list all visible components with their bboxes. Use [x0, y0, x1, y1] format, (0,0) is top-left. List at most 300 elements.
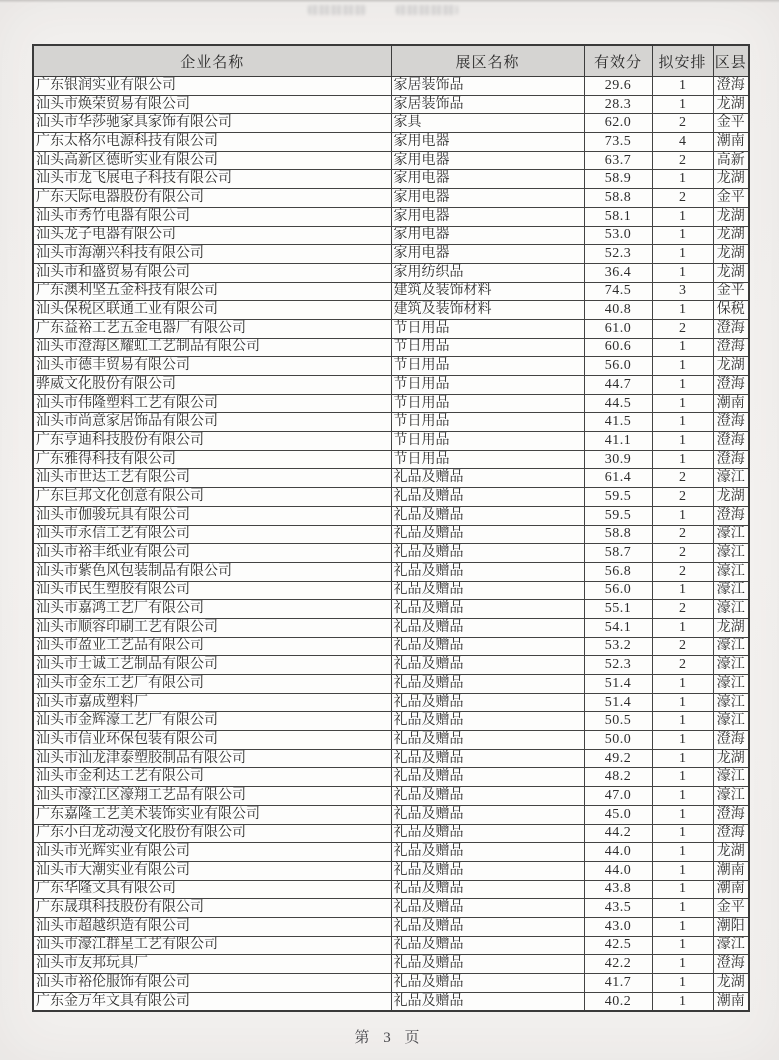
cell-company-name: 汕头市金辉濠工艺厂有限公司 [33, 712, 391, 731]
cell-planned-booths: 2 [652, 525, 713, 544]
ink-bleed-artifact [308, 5, 366, 15]
cell-planned-booths: 1 [652, 170, 713, 189]
cell-zone-name: 节日用品 [391, 450, 584, 469]
cell-planned-booths: 1 [652, 805, 713, 824]
table-row [33, 618, 749, 637]
cell-district: 濠江 [713, 936, 749, 955]
cell-planned-booths: 2 [652, 469, 713, 488]
cell-company-name: 汕头市濠江群星工艺有限公司 [33, 936, 391, 955]
cell-valid-score: 62.0 [584, 114, 652, 133]
cell-company-name: 广东巨邦文化创意有限公司 [33, 488, 391, 507]
table-row [33, 675, 749, 694]
cell-district: 濠江 [713, 637, 749, 656]
cell-company-name: 汕头市德丰贸易有限公司 [33, 357, 391, 376]
cell-planned-booths: 1 [652, 301, 713, 320]
cell-company-name: 汕头市士诚工艺制品有限公司 [33, 656, 391, 675]
cell-planned-booths: 1 [652, 880, 713, 899]
table-row [33, 917, 749, 936]
table-row [33, 413, 749, 432]
table-row [33, 506, 749, 525]
cell-planned-booths: 1 [652, 263, 713, 282]
cell-planned-booths: 1 [652, 731, 713, 750]
cell-planned-booths: 1 [652, 357, 713, 376]
cell-district: 濠江 [713, 562, 749, 581]
cell-district: 龙湖 [713, 207, 749, 226]
cell-valid-score: 45.0 [584, 805, 652, 824]
cell-zone-name: 礼品及赠品 [391, 805, 584, 824]
ink-bleed-artifact [396, 5, 458, 15]
table-row [33, 805, 749, 824]
cell-district: 潮南 [713, 133, 749, 152]
cell-valid-score: 51.4 [584, 693, 652, 712]
cell-zone-name: 家用电器 [391, 151, 584, 170]
cell-company-name: 汕头市民生塑胶有限公司 [33, 581, 391, 600]
cell-company-name: 汕头市永信工艺有限公司 [33, 525, 391, 544]
cell-valid-score: 61.0 [584, 319, 652, 338]
cell-zone-name: 家用电器 [391, 170, 584, 189]
cell-district: 澄海 [713, 805, 749, 824]
cell-valid-score: 54.1 [584, 618, 652, 637]
cell-company-name: 广东晟琪科技股份有限公司 [33, 899, 391, 918]
cell-valid-score: 53.0 [584, 226, 652, 245]
cell-planned-booths: 1 [652, 77, 713, 96]
table-row [33, 562, 749, 581]
cell-planned-booths: 2 [652, 189, 713, 208]
cell-company-name: 广东益裕工艺五金电器厂有限公司 [33, 319, 391, 338]
cell-planned-booths: 1 [652, 712, 713, 731]
cell-company-name: 汕头市友邦玩具厂 [33, 955, 391, 974]
cell-district: 澄海 [713, 506, 749, 525]
table-row [33, 450, 749, 469]
cell-district: 龙湖 [713, 618, 749, 637]
cell-planned-booths: 1 [652, 917, 713, 936]
cell-company-name: 汕头市裕丰纸业有限公司 [33, 544, 391, 563]
cell-valid-score: 43.8 [584, 880, 652, 899]
cell-valid-score: 41.5 [584, 413, 652, 432]
cell-valid-score: 43.0 [584, 917, 652, 936]
cell-company-name: 汕头市龙飞展电子科技有限公司 [33, 170, 391, 189]
cell-valid-score: 42.5 [584, 936, 652, 955]
cell-zone-name: 家用电器 [391, 189, 584, 208]
cell-planned-booths: 1 [652, 768, 713, 787]
cell-district: 澄海 [713, 376, 749, 395]
cell-zone-name: 礼品及赠品 [391, 506, 584, 525]
cell-zone-name: 礼品及赠品 [391, 843, 584, 862]
table-row [33, 301, 749, 320]
cell-planned-booths: 1 [652, 749, 713, 768]
cell-valid-score: 28.3 [584, 95, 652, 114]
cell-planned-booths: 1 [652, 506, 713, 525]
table-row [33, 581, 749, 600]
cell-valid-score: 41.1 [584, 432, 652, 451]
cell-district: 澄海 [713, 731, 749, 750]
cell-zone-name: 礼品及赠品 [391, 469, 584, 488]
cell-company-name: 汕头市澄海区耀虹工艺制品有限公司 [33, 338, 391, 357]
cell-planned-booths: 1 [652, 618, 713, 637]
cell-district: 龙湖 [713, 245, 749, 264]
cell-valid-score: 52.3 [584, 245, 652, 264]
cell-district: 濠江 [713, 675, 749, 694]
cell-planned-booths: 2 [652, 600, 713, 619]
cell-planned-booths: 1 [652, 226, 713, 245]
cell-district: 潮南 [713, 394, 749, 413]
table-row [33, 282, 749, 301]
cell-zone-name: 节日用品 [391, 394, 584, 413]
cell-district: 澄海 [713, 450, 749, 469]
cell-zone-name: 礼品及赠品 [391, 936, 584, 955]
cell-district: 高新 [713, 151, 749, 170]
cell-district: 濠江 [713, 656, 749, 675]
cell-planned-booths: 1 [652, 936, 713, 955]
cell-zone-name: 礼品及赠品 [391, 749, 584, 768]
cell-valid-score: 63.7 [584, 151, 652, 170]
cell-planned-booths: 1 [652, 899, 713, 918]
cell-planned-booths: 2 [652, 488, 713, 507]
cell-planned-booths: 1 [652, 207, 713, 226]
cell-district: 澄海 [713, 77, 749, 96]
cell-valid-score: 29.6 [584, 77, 652, 96]
table-row [33, 899, 749, 918]
cell-planned-booths: 2 [652, 114, 713, 133]
cell-company-name: 汕头市大潮实业有限公司 [33, 861, 391, 880]
cell-valid-score: 58.9 [584, 170, 652, 189]
table-row [33, 787, 749, 806]
cell-district: 澄海 [713, 432, 749, 451]
cell-district: 龙湖 [713, 263, 749, 282]
cell-valid-score: 44.2 [584, 824, 652, 843]
cell-zone-name: 家用电器 [391, 245, 584, 264]
cell-planned-booths: 1 [652, 450, 713, 469]
cell-company-name: 汕头市光辉实业有限公司 [33, 843, 391, 862]
cell-district: 澄海 [713, 319, 749, 338]
cell-valid-score: 73.5 [584, 133, 652, 152]
cell-zone-name: 节日用品 [391, 432, 584, 451]
cell-valid-score: 47.0 [584, 787, 652, 806]
cell-valid-score: 48.2 [584, 768, 652, 787]
cell-zone-name: 家居装饰品 [391, 95, 584, 114]
cell-zone-name: 礼品及赠品 [391, 917, 584, 936]
table-row [33, 95, 749, 114]
cell-district: 澄海 [713, 413, 749, 432]
cell-company-name: 汕头龙子电器有限公司 [33, 226, 391, 245]
table-body [33, 77, 749, 1012]
table-row [33, 749, 749, 768]
cell-company-name: 汕头市和盛贸易有限公司 [33, 263, 391, 282]
table-row [33, 432, 749, 451]
cell-district: 金平 [713, 114, 749, 133]
cell-district: 濠江 [713, 787, 749, 806]
cell-planned-booths: 1 [652, 693, 713, 712]
table-row [33, 861, 749, 880]
column-header-score: 有效分 [584, 45, 652, 77]
cell-valid-score: 74.5 [584, 282, 652, 301]
cell-valid-score: 52.3 [584, 656, 652, 675]
cell-zone-name: 礼品及赠品 [391, 861, 584, 880]
cell-company-name: 汕头市濠江区濠翔工艺品有限公司 [33, 787, 391, 806]
cell-company-name: 广东小白龙动漫文化股份有限公司 [33, 824, 391, 843]
table-row [33, 656, 749, 675]
table-row [33, 207, 749, 226]
cell-company-name: 汕头市裕伦服饰有限公司 [33, 974, 391, 993]
cell-zone-name: 家用电器 [391, 207, 584, 226]
cell-district: 龙湖 [713, 974, 749, 993]
cell-district: 濠江 [713, 600, 749, 619]
table-header [33, 45, 749, 77]
column-header-company: 企业名称 [33, 45, 391, 77]
cell-district: 龙湖 [713, 749, 749, 768]
table-row [33, 189, 749, 208]
table-row [33, 394, 749, 413]
cell-planned-booths: 1 [652, 824, 713, 843]
table-row [33, 338, 749, 357]
table-row [33, 170, 749, 189]
cell-planned-booths: 1 [652, 992, 713, 1011]
cell-company-name: 汕头市尚意家居饰品有限公司 [33, 413, 391, 432]
cell-company-name: 广东天际电器股份有限公司 [33, 189, 391, 208]
cell-valid-score: 53.2 [584, 637, 652, 656]
table-row [33, 936, 749, 955]
cell-zone-name: 节日用品 [391, 413, 584, 432]
cell-zone-name: 礼品及赠品 [391, 562, 584, 581]
cell-planned-booths: 1 [652, 95, 713, 114]
cell-zone-name: 礼品及赠品 [391, 731, 584, 750]
cell-valid-score: 50.0 [584, 731, 652, 750]
cell-valid-score: 56.8 [584, 562, 652, 581]
table-row [33, 114, 749, 133]
cell-company-name: 汕头市焕荣贸易有限公司 [33, 95, 391, 114]
cell-company-name: 汕头市信业环保包装有限公司 [33, 731, 391, 750]
cell-planned-booths: 2 [652, 637, 713, 656]
cell-valid-score: 56.0 [584, 581, 652, 600]
cell-valid-score: 49.2 [584, 749, 652, 768]
column-header-district: 区县 [713, 45, 749, 77]
cell-zone-name: 家用电器 [391, 133, 584, 152]
cell-district: 龙湖 [713, 170, 749, 189]
cell-zone-name: 礼品及赠品 [391, 581, 584, 600]
table-row [33, 376, 749, 395]
cell-district: 澄海 [713, 824, 749, 843]
cell-district: 金平 [713, 282, 749, 301]
cell-district: 龙湖 [713, 95, 749, 114]
cell-company-name: 汕头市伟隆塑料工艺有限公司 [33, 394, 391, 413]
cell-zone-name: 礼品及赠品 [391, 600, 584, 619]
cell-zone-name: 礼品及赠品 [391, 693, 584, 712]
cell-zone-name: 礼品及赠品 [391, 992, 584, 1011]
cell-zone-name: 礼品及赠品 [391, 488, 584, 507]
table-row [33, 768, 749, 787]
cell-zone-name: 礼品及赠品 [391, 675, 584, 694]
cell-zone-name: 家具 [391, 114, 584, 133]
cell-valid-score: 58.8 [584, 525, 652, 544]
table-row [33, 955, 749, 974]
cell-valid-score: 61.4 [584, 469, 652, 488]
cell-district: 濠江 [713, 768, 749, 787]
column-header-zone: 展区名称 [391, 45, 584, 77]
cell-company-name: 汕头市汕龙津泰塑胶制品有限公司 [33, 749, 391, 768]
cell-company-name: 广东嘉隆工艺美术装饰实业有限公司 [33, 805, 391, 824]
cell-company-name: 汕头市金利达工艺有限公司 [33, 768, 391, 787]
cell-company-name: 汕头市盈业工艺品有限公司 [33, 637, 391, 656]
cell-planned-booths: 4 [652, 133, 713, 152]
cell-zone-name: 礼品及赠品 [391, 880, 584, 899]
cell-planned-booths: 1 [652, 432, 713, 451]
cell-valid-score: 44.0 [584, 843, 652, 862]
table-row [33, 843, 749, 862]
cell-valid-score: 44.5 [584, 394, 652, 413]
cell-valid-score: 58.8 [584, 189, 652, 208]
table-row [33, 824, 749, 843]
cell-company-name: 汕头市嘉成塑料厂 [33, 693, 391, 712]
cell-planned-booths: 2 [652, 656, 713, 675]
cell-district: 濠江 [713, 525, 749, 544]
cell-company-name: 汕头市伽骏玩具有限公司 [33, 506, 391, 525]
cell-zone-name: 礼品及赠品 [391, 618, 584, 637]
cell-zone-name: 礼品及赠品 [391, 712, 584, 731]
cell-district: 金平 [713, 899, 749, 918]
cell-valid-score: 30.9 [584, 450, 652, 469]
cell-valid-score: 43.5 [584, 899, 652, 918]
table-row [33, 77, 749, 96]
cell-zone-name: 节日用品 [391, 338, 584, 357]
cell-district: 濠江 [713, 693, 749, 712]
cell-zone-name: 礼品及赠品 [391, 899, 584, 918]
cell-company-name: 广东亨迪科技股份有限公司 [33, 432, 391, 451]
cell-district: 龙湖 [713, 226, 749, 245]
cell-valid-score: 42.2 [584, 955, 652, 974]
cell-company-name: 汕头市金东工艺厂有限公司 [33, 675, 391, 694]
cell-planned-booths: 1 [652, 376, 713, 395]
table-row [33, 488, 749, 507]
cell-district: 金平 [713, 189, 749, 208]
cell-company-name: 广东银润实业有限公司 [33, 77, 391, 96]
cell-valid-score: 59.5 [584, 488, 652, 507]
table-row [33, 151, 749, 170]
cell-zone-name: 礼品及赠品 [391, 974, 584, 993]
header-row [33, 45, 749, 77]
cell-company-name: 汕头市海潮兴科技有限公司 [33, 245, 391, 264]
cell-valid-score: 44.7 [584, 376, 652, 395]
cell-planned-booths: 1 [652, 974, 713, 993]
cell-district: 澄海 [713, 955, 749, 974]
cell-zone-name: 礼品及赠品 [391, 637, 584, 656]
cell-planned-booths: 1 [652, 581, 713, 600]
cell-district: 龙湖 [713, 488, 749, 507]
cell-planned-booths: 1 [652, 787, 713, 806]
table-row [33, 974, 749, 993]
table-row [33, 712, 749, 731]
cell-planned-booths: 2 [652, 544, 713, 563]
cell-company-name: 广东澳利坚五金科技有限公司 [33, 282, 391, 301]
cell-company-name: 汕头高新区德昕实业有限公司 [33, 151, 391, 170]
cell-company-name: 广东华隆文具有限公司 [33, 880, 391, 899]
cell-company-name: 汕头市紫色风包装制品有限公司 [33, 562, 391, 581]
cell-district: 保税 [713, 301, 749, 320]
table-row [33, 637, 749, 656]
table-row [33, 693, 749, 712]
cell-zone-name: 家居装饰品 [391, 77, 584, 96]
exhibitor-allocation-table [32, 44, 750, 1012]
cell-planned-booths: 3 [652, 282, 713, 301]
cell-company-name: 汕头市世达工艺有限公司 [33, 469, 391, 488]
table-row [33, 319, 749, 338]
cell-district: 濠江 [713, 581, 749, 600]
table-row [33, 226, 749, 245]
cell-zone-name: 家用纺织品 [391, 263, 584, 282]
cell-zone-name: 建筑及装饰材料 [391, 282, 584, 301]
cell-district: 濠江 [713, 544, 749, 563]
cell-planned-booths: 2 [652, 319, 713, 338]
cell-company-name: 骅威文化股份有限公司 [33, 376, 391, 395]
cell-planned-booths: 1 [652, 675, 713, 694]
cell-planned-booths: 1 [652, 955, 713, 974]
cell-valid-score: 58.1 [584, 207, 652, 226]
cell-district: 龙湖 [713, 843, 749, 862]
cell-planned-booths: 1 [652, 245, 713, 264]
cell-valid-score: 51.4 [584, 675, 652, 694]
table-row [33, 469, 749, 488]
cell-valid-score: 56.0 [584, 357, 652, 376]
table-row [33, 357, 749, 376]
cell-valid-score: 58.7 [584, 544, 652, 563]
cell-zone-name: 礼品及赠品 [391, 544, 584, 563]
cell-zone-name: 礼品及赠品 [391, 525, 584, 544]
cell-valid-score: 40.2 [584, 992, 652, 1011]
cell-company-name: 广东金万年文具有限公司 [33, 992, 391, 1011]
table-row [33, 600, 749, 619]
cell-company-name: 汕头市超越织造有限公司 [33, 917, 391, 936]
cell-zone-name: 节日用品 [391, 357, 584, 376]
cell-district: 龙湖 [713, 357, 749, 376]
cell-zone-name: 礼品及赠品 [391, 955, 584, 974]
cell-planned-booths: 1 [652, 413, 713, 432]
cell-planned-booths: 1 [652, 843, 713, 862]
cell-zone-name: 礼品及赠品 [391, 824, 584, 843]
cell-zone-name: 礼品及赠品 [391, 656, 584, 675]
page-number: 第 3 页 [354, 1030, 425, 1046]
cell-company-name: 汕头保税区联通工业有限公司 [33, 301, 391, 320]
cell-company-name: 广东太格尔电源科技有限公司 [33, 133, 391, 152]
cell-zone-name: 家用电器 [391, 226, 584, 245]
cell-company-name: 广东雅得科技有限公司 [33, 450, 391, 469]
table-row [33, 880, 749, 899]
cell-zone-name: 节日用品 [391, 376, 584, 395]
cell-zone-name: 节日用品 [391, 319, 584, 338]
table-row [33, 133, 749, 152]
cell-district: 濠江 [713, 712, 749, 731]
table-row [33, 245, 749, 264]
cell-valid-score: 36.4 [584, 263, 652, 282]
cell-company-name: 汕头市华莎驰家具家饰有限公司 [33, 114, 391, 133]
table-row [33, 525, 749, 544]
table-row [33, 544, 749, 563]
cell-valid-score: 50.5 [584, 712, 652, 731]
cell-zone-name: 礼品及赠品 [391, 787, 584, 806]
cell-zone-name: 礼品及赠品 [391, 768, 584, 787]
cell-valid-score: 40.8 [584, 301, 652, 320]
table-row [33, 731, 749, 750]
cell-planned-booths: 1 [652, 861, 713, 880]
cell-district: 潮南 [713, 880, 749, 899]
cell-district: 潮南 [713, 861, 749, 880]
cell-company-name: 汕头市顺容印刷工艺有限公司 [33, 618, 391, 637]
cell-planned-booths: 2 [652, 562, 713, 581]
cell-valid-score: 44.0 [584, 861, 652, 880]
cell-valid-score: 55.1 [584, 600, 652, 619]
cell-district: 潮阳 [713, 917, 749, 936]
cell-valid-score: 41.7 [584, 974, 652, 993]
cell-company-name: 汕头市秀竹电器有限公司 [33, 207, 391, 226]
cell-district: 濠江 [713, 469, 749, 488]
